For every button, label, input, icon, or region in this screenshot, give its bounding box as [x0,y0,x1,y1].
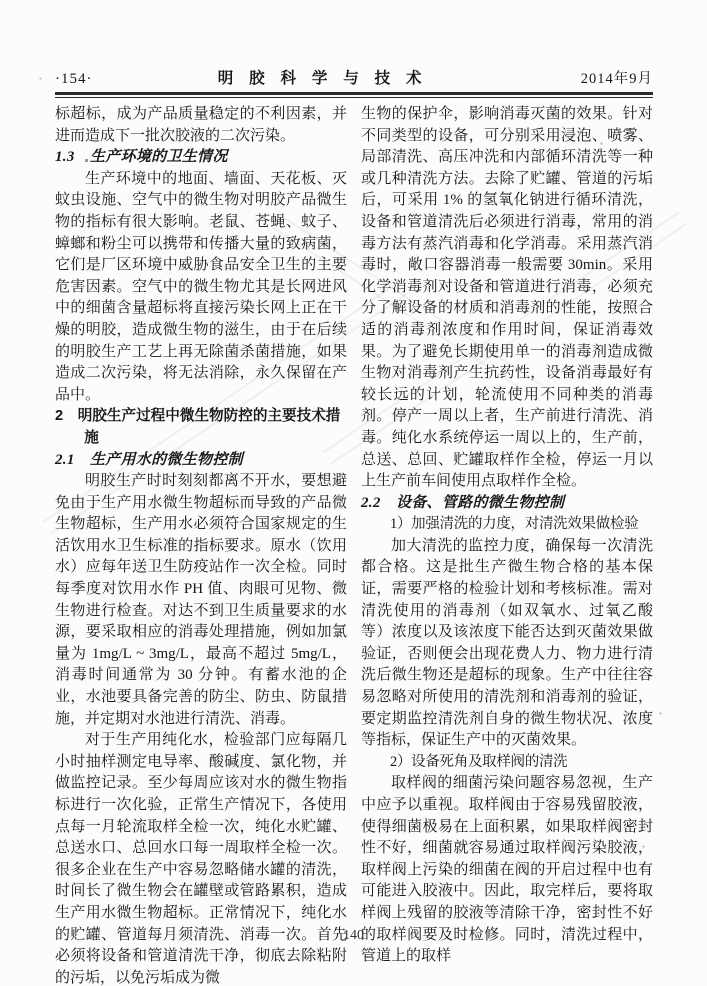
column-right [361,104,653,986]
scan-dust [0,0,1,1]
para-continuation-right: 生物的保护伞，影响消毒灭菌的效果。针对不同类型的设备，可分别采用浸泡、喷雾、局部清洗、高压冲洗和内部循环清洗等一种或几种清洗方法。去除了贮罐、管道的污垢后，可采用 1% 的氢氧化钠进行循环清洗，设备和管道清洗后必须进行消毒，常用的消毒方法有蒸汽消毒和化学消毒。采用蒸汽消毒时，敞口容器消毒一般需要 30min。采用化学消毒剂对设备和管道进行消毒，必须充分了解设备的材质和消毒剂的性能，按照合适的消毒剂浓度和作用时间，保证消毒效果。为了避免长期使用单一的消毒剂造成微生物对消毒剂产生抗药性，设备消毒最好有较长远的计划，轮流使用不同种类的消毒剂。停产一周以上者，生产前进行清洗、消毒。纯化水系统停运一周以上的，生产前，总送、总回、贮罐取样作全检，停运一月以上生产前车间使用点取样作全检。 [361,106,653,490]
issue-date: 2014年9月 [580,71,653,87]
para-cleaning-monitoring: 加大清洗的监控力度，确保每一次清洗都合格。这是批生产微生物合格的基本保证，需要严格的检验计划和考核标准。需对清洗使用的消毒剂（如双氧水、过氧乙酸等）浓度以及该浓度下能否达到灭菌效果做验证，否则便会出现花费人力、物力进行清洗后微生物还是超标的现象。生产中往往容易忽略对所使用的清洗剂和消毒剂的验证，要定期监控清洗剂自身的微生物状况、浓度等指标，保证生产中的灭菌效果。 [361,537,653,749]
article-body [55,104,653,986]
heading-2: 2 明胶生产过程中微生物防控的主要技术措施 [55,408,341,446]
para-production-environment: 生产环境中的地面、墙面、天花板、灭蚊虫设施、空气中的微生物对明胶产品微生物的指标有很大影响。老鼠、苍蝇、蚊子、蟑螂和粉尘可以携带和传播大量的致病菌，它们是厂区环境中威胁食品安全卫生的主要危害因素。空气中的微生物尤其是长网进风中的细菌含量超标将直接污染长网上正在干燥的明胶，造成微生物的滋生，由于在后续的明胶生产工艺上再无除菌杀菌措施，如果造成二次污染，将无法消除，永久保留在产品中。 [55,170,347,403]
page-header [55,66,653,88]
heading-1-3: 1.3 生产环境的卫生情况 [55,149,228,166]
journal-title: 明 胶 科 学 与 技 术 [217,70,428,87]
column-left [55,104,347,986]
para-purified-water: 对于生产用纯化水，检验部门应每隔几小时抽样测定电导率、酸碱度、氯化物，并做监控记录。至少每周应该对水的微生物指标进行一次化验，正常生产情况下，各使用点每一月轮流取样全检一次，纯化水贮罐、总送水口、总回水口每一周取样全检一次。很多企业在生产中容易忽略储水罐的清洗，时间长了微生物会在罐壁或管路累积，造成生产用水微生物超标。正常情况下，纯化水的贮罐、管道每月须清洗、消毒一次。首先必须将设备和管道清洗干净，彻底去除粘附的污垢，以免污垢成为微 [55,732,347,986]
para-sampling-valve: 取样阀的细菌污染问题容易忽视，生产中应予以重视。取样阀由于容易残留胶液，使得细菌极易在上面积累，如果取样阀密封性不好，细菌就容易通过取样阀污染胶液，取样阀上污染的细菌在阀的开启过程中也有可能进入胶液中。因此，取完样后，要将取样阀上残留的胶液等清除干净，密封性不好的取样阀要及时检修。同时，清洗过程中，管道上的取样 [361,775,653,965]
para-water-quality: 明胶生产时时刻刻都离不开水，要想避免由于生产用水微生物超标而导致的产品微生物超标，生产用水必须符合国家规定的生活饮用水卫生标准的指标要求。原水（饮用水）应每年送卫生防疫站作一次全检。同时每季度对饮用水作 PH 值、肉眼可见物、微生物进行检查。对达不到卫生质量要求的水源，要采取相应的消毒处理措施，例如加氯量为 1mg/L ~ 3mg/L，最高不超过 5mg/L，消毒时间通常为 30 分钟。有蓄水池的企业，水池要具备完善的防尘、防虫、防鼠措施，并定期对水池进行清洗、消毒。 [55,473,347,727]
item-1-cleaning-check: 1）加强清洗的力度，对清洗效果做检验 [390,516,639,533]
heading-2-1: 2.1 生产用水的微生物控制 [55,451,243,468]
heading-2-2: 2.2 设备、管路的微生物控制 [361,494,565,511]
page-number-label: ·154· [55,71,93,87]
header-double-rule [55,92,653,98]
item-2-dead-corner-valve: 2）设备死角及取样阀的清洗 [390,753,568,770]
para-continuation-left: 标超标，成为产品质量稳定的不利因素，并进而造成下一批次胶液的二次污染。 [55,106,347,144]
footer-page-number: 140 [343,928,364,943]
